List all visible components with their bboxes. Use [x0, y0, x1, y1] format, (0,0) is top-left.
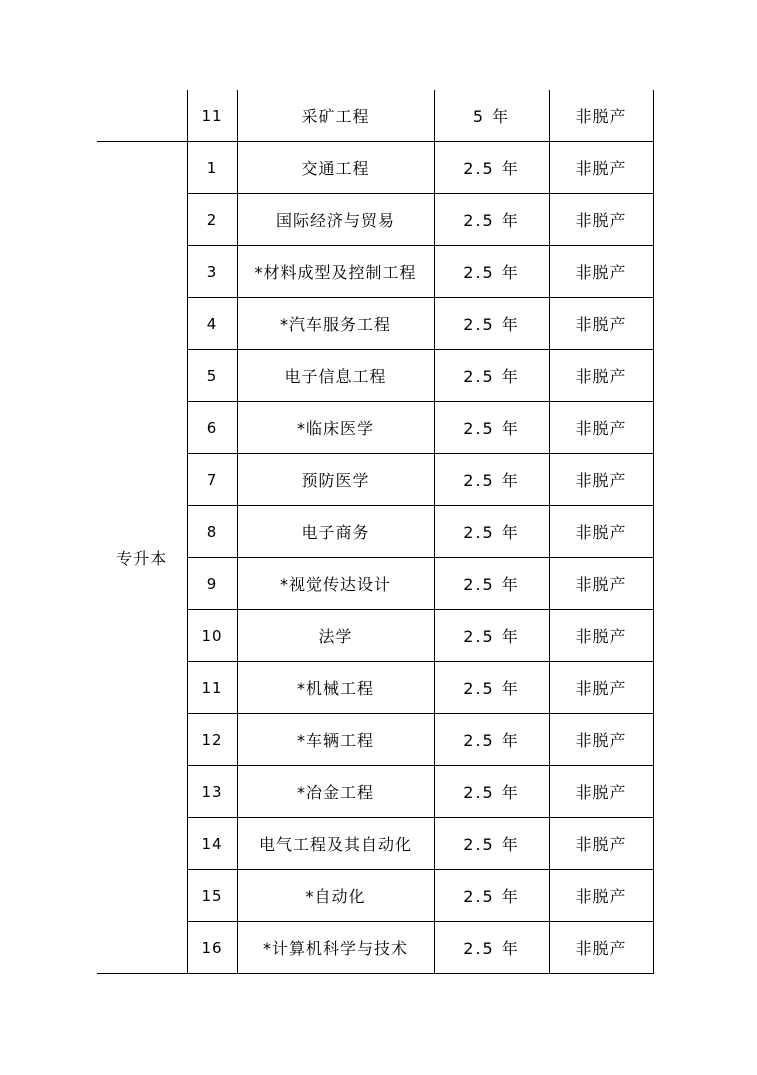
- study-duration: 2.5 年: [434, 350, 549, 402]
- row-number: 6: [187, 402, 237, 454]
- study-mode: 非脱产: [549, 402, 653, 454]
- study-mode: 非脱产: [549, 506, 653, 558]
- row-number: 8: [187, 506, 237, 558]
- study-mode: 非脱产: [549, 610, 653, 662]
- major-name: *临床医学: [237, 402, 434, 454]
- category-cell: [97, 90, 187, 142]
- study-mode: 非脱产: [549, 142, 653, 194]
- study-duration: 2.5 年: [434, 454, 549, 506]
- study-duration: 2.5 年: [434, 818, 549, 870]
- study-mode: 非脱产: [549, 454, 653, 506]
- study-duration: 2.5 年: [434, 714, 549, 766]
- study-mode: 非脱产: [549, 662, 653, 714]
- row-number: 9: [187, 558, 237, 610]
- study-mode: 非脱产: [549, 90, 653, 142]
- study-duration: 2.5 年: [434, 766, 549, 818]
- row-number: 1: [187, 142, 237, 194]
- row-number: 15: [187, 870, 237, 922]
- major-name: *冶金工程: [237, 766, 434, 818]
- major-name: *材料成型及控制工程: [237, 246, 434, 298]
- study-duration: 2.5 年: [434, 662, 549, 714]
- study-duration: 2.5 年: [434, 506, 549, 558]
- study-duration: 2.5 年: [434, 246, 549, 298]
- study-duration: 2.5 年: [434, 922, 549, 974]
- row-number: 14: [187, 818, 237, 870]
- study-mode: 非脱产: [549, 298, 653, 350]
- row-number: 5: [187, 350, 237, 402]
- row-number: 7: [187, 454, 237, 506]
- table-row: [97, 142, 653, 194]
- major-name: *车辆工程: [237, 714, 434, 766]
- row-number: 4: [187, 298, 237, 350]
- major-name: *机械工程: [237, 662, 434, 714]
- row-number: 3: [187, 246, 237, 298]
- study-duration: 2.5 年: [434, 870, 549, 922]
- study-duration: 2.5 年: [434, 558, 549, 610]
- study-duration: 2.5 年: [434, 142, 549, 194]
- majors-table: [97, 90, 654, 974]
- study-mode: 非脱产: [549, 714, 653, 766]
- study-duration: 2.5 年: [434, 194, 549, 246]
- major-name: 法学: [237, 610, 434, 662]
- study-duration: 5 年: [434, 90, 549, 142]
- study-mode: 非脱产: [549, 870, 653, 922]
- table-row-continued: [97, 90, 653, 142]
- major-name: *自动化: [237, 870, 434, 922]
- major-name: *计算机科学与技术: [237, 922, 434, 974]
- study-mode: 非脱产: [549, 922, 653, 974]
- major-name: 交通工程: [237, 142, 434, 194]
- study-duration: 2.5 年: [434, 610, 549, 662]
- major-name: 采矿工程: [237, 90, 434, 142]
- major-name: 电气工程及其自动化: [237, 818, 434, 870]
- row-number: 2: [187, 194, 237, 246]
- major-name: *视觉传达设计: [237, 558, 434, 610]
- major-name: *汽车服务工程: [237, 298, 434, 350]
- major-name: 电子商务: [237, 506, 434, 558]
- row-number: 12: [187, 714, 237, 766]
- study-mode: 非脱产: [549, 558, 653, 610]
- major-name: 预防医学: [237, 454, 434, 506]
- study-duration: 2.5 年: [434, 298, 549, 350]
- row-number: 13: [187, 766, 237, 818]
- study-mode: 非脱产: [549, 818, 653, 870]
- study-mode: 非脱产: [549, 246, 653, 298]
- study-mode: 非脱产: [549, 194, 653, 246]
- major-name: 国际经济与贸易: [237, 194, 434, 246]
- category-cell: 专升本: [97, 142, 187, 974]
- row-number: 11: [187, 662, 237, 714]
- study-mode: 非脱产: [549, 350, 653, 402]
- major-name: 电子信息工程: [237, 350, 434, 402]
- row-number: 16: [187, 922, 237, 974]
- study-duration: 2.5 年: [434, 402, 549, 454]
- majors-table-body: [97, 90, 653, 974]
- row-number: 11: [187, 90, 237, 142]
- row-number: 10: [187, 610, 237, 662]
- study-mode: 非脱产: [549, 766, 653, 818]
